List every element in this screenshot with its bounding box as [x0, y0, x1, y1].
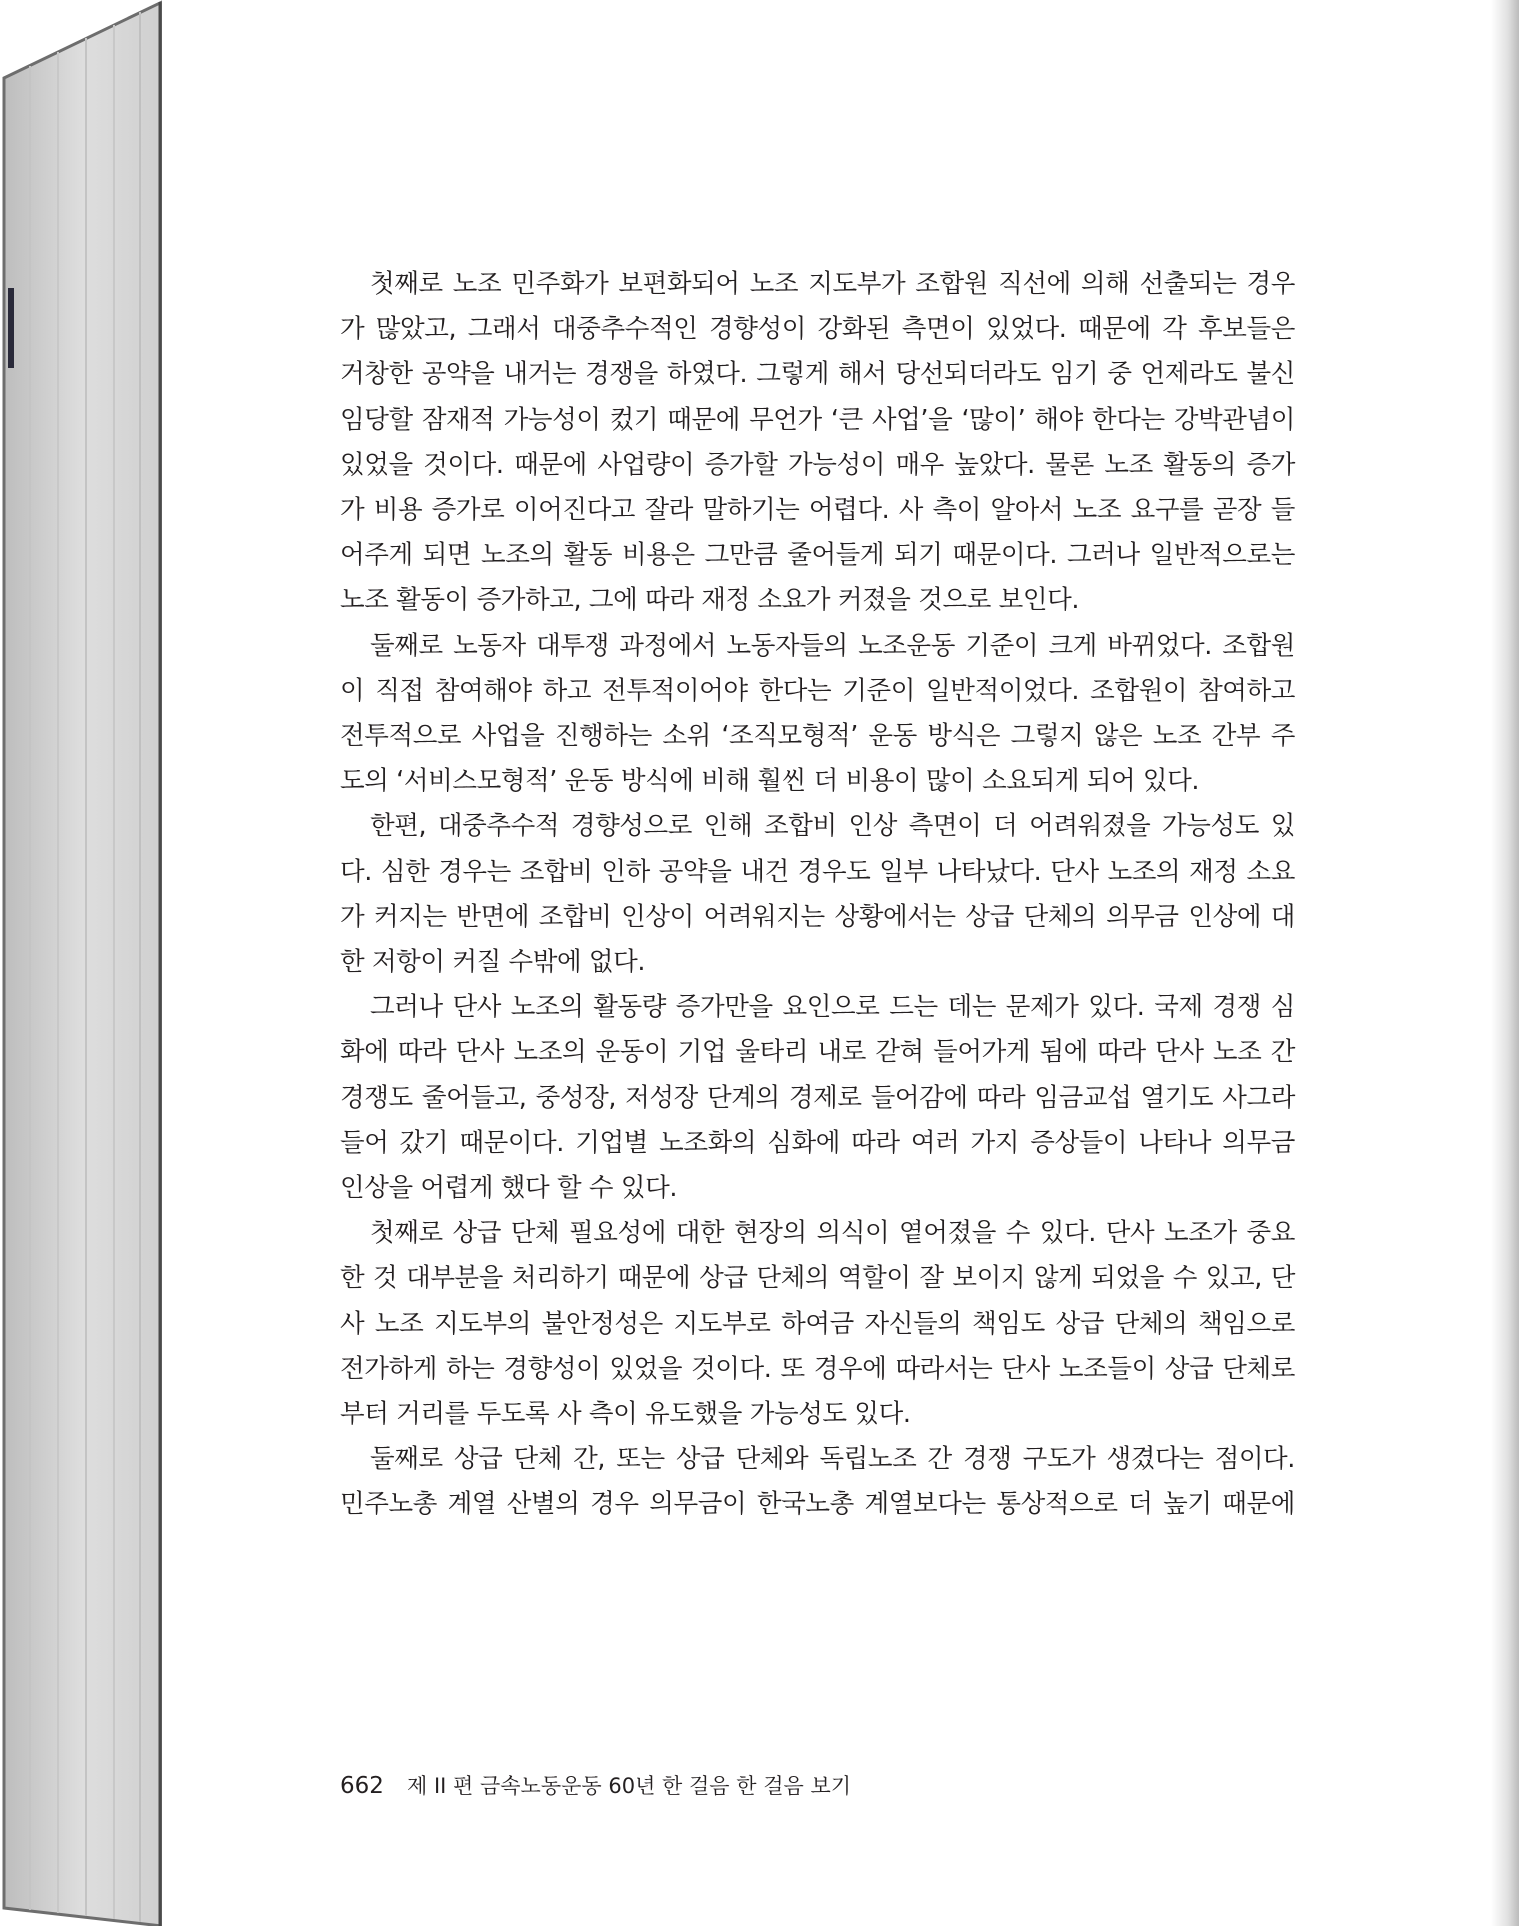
paragraph-5 — [340, 1211, 1295, 1437]
running-head: 제 II 편 금속노동운동 60년 한 걸음 한 걸음 보기 — [407, 1774, 852, 1798]
paragraph-3 — [340, 804, 1295, 985]
text-line: 부터 거리를 두도록 사 측이 유도했을 가능성도 있다. — [340, 1399, 911, 1430]
text-line: 경쟁도 줄어들고, 중성장, 저성장 단계의 경제로 들어감에 따라 임금교섭 열기도 사그라 — [340, 1082, 1295, 1113]
page-edge-graphic — [0, 0, 162, 1926]
text-line: 거창한 공약을 내거는 경쟁을 하였다. 그렇게 해서 당선되더라도 임기 중 언제라도 불신 — [340, 359, 1295, 390]
text-line: 노조 활동이 증가하고, 그에 따라 재정 소요가 커졌을 것으로 보인다. — [340, 585, 1080, 616]
paragraph-1 — [340, 262, 1295, 624]
page-number: 662 — [340, 1773, 384, 1799]
text-line: 있었을 것이다. 때문에 사업량이 증가할 가능성이 매우 높았다. 물론 노조 활동의 증가 — [340, 449, 1295, 480]
text-line: 가 많았고, 그래서 대중추수적인 경향성이 강화된 측면이 있었다. 때문에 각 후보들은 — [340, 314, 1295, 345]
text-line: 사 노조 지도부의 불안정성은 지도부로 하여금 자신들의 책임도 상급 단체의 책임으로 — [340, 1308, 1295, 1339]
body-text — [340, 262, 1295, 1528]
text-line: 그러나 단사 노조의 활동량 증가만을 요인으로 드는 데는 문제가 있다. 국제 경쟁 심 — [370, 992, 1295, 1023]
page-footer — [340, 1770, 851, 1800]
paragraph-4 — [340, 985, 1295, 1211]
text-line: 한 저항이 커질 수밖에 없다. — [340, 947, 646, 978]
text-line: 임당할 잠재적 가능성이 컸기 때문에 무언가 ‘큰 사업’을 ‘많이’ 해야 한다는 강박관념이 — [340, 404, 1295, 435]
text-line: 가 비용 증가로 이어진다고 잘라 말하기는 어렵다. 사 측이 알아서 노조 요구를 곧장 들 — [340, 495, 1295, 526]
text-line: 들어 갔기 때문이다. 기업별 노조화의 심화에 따라 여러 가지 증상들이 나타나 의무금 — [340, 1127, 1295, 1158]
text-line: 화에 따라 단사 노조의 운동이 기업 울타리 내로 갇혀 들어가게 됨에 따라 단사 노조 간 — [340, 1037, 1295, 1068]
paragraph-2 — [340, 624, 1295, 805]
text-line: 첫째로 상급 단체 필요성에 대한 현장의 의식이 옅어졌을 수 있다. 단사 노조가 중요 — [370, 1218, 1295, 1249]
text-line: 어주게 되면 노조의 활동 비용은 그만큼 줄어들게 되기 때문이다. 그러나 일반적으로는 — [340, 540, 1295, 571]
text-line: 첫째로 노조 민주화가 보편화되어 노조 지도부가 조합원 직선에 의해 선출되는 경우 — [370, 269, 1295, 299]
text-line: 전투적으로 사업을 진행하는 소위 ‘조직모형적’ 운동 방식은 그렇지 않은 노조 간부 주 — [340, 721, 1295, 752]
text-line: 인상을 어렵게 했다 할 수 있다. — [340, 1173, 678, 1204]
text-line: 둘째로 노동자 대투쟁 과정에서 노동자들의 노조운동 기준이 크게 바뀌었다. 조합원 — [370, 630, 1295, 661]
text-line: 둘째로 상급 단체 간, 또는 상급 단체와 독립노조 간 경쟁 구도가 생겼다는 점이다. — [370, 1444, 1295, 1475]
text-line: 민주노총 계열 산별의 경우 의무금이 한국노총 계열보다는 통상적으로 더 높기 때문에 — [340, 1489, 1295, 1520]
text-line: 한 것 대부분을 처리하기 때문에 상급 단체의 역할이 잘 보이지 않게 되었을 수 있고, 단 — [340, 1263, 1295, 1294]
text-line: 다. 심한 경우는 조합비 인하 공약을 내건 경우도 일부 나타났다. 단사 노조의 재정 소요 — [340, 856, 1295, 887]
page-right-shadow — [1491, 0, 1519, 1926]
text-line: 전가하게 하는 경향성이 있었을 것이다. 또 경우에 따라서는 단사 노조들이 상급 단체로 — [340, 1353, 1295, 1384]
text-line: 도의 ‘서비스모형적’ 운동 방식에 비해 훨씬 더 비용이 많이 소요되게 되어 있다. — [340, 766, 1200, 797]
text-line: 이 직접 참여해야 하고 전투적이어야 한다는 기준이 일반적이었다. 조합원이 참여하고 — [340, 675, 1295, 706]
paragraph-6 — [340, 1437, 1295, 1527]
text-line: 한편, 대중추수적 경향성으로 인해 조합비 인상 측면이 더 어려워졌을 가능성도 있 — [370, 811, 1295, 842]
book-page-stack — [0, 0, 162, 1926]
text-line: 가 커지는 반면에 조합비 인상이 어려워지는 상황에서는 상급 단체의 의무금 인상에 대 — [340, 901, 1295, 932]
